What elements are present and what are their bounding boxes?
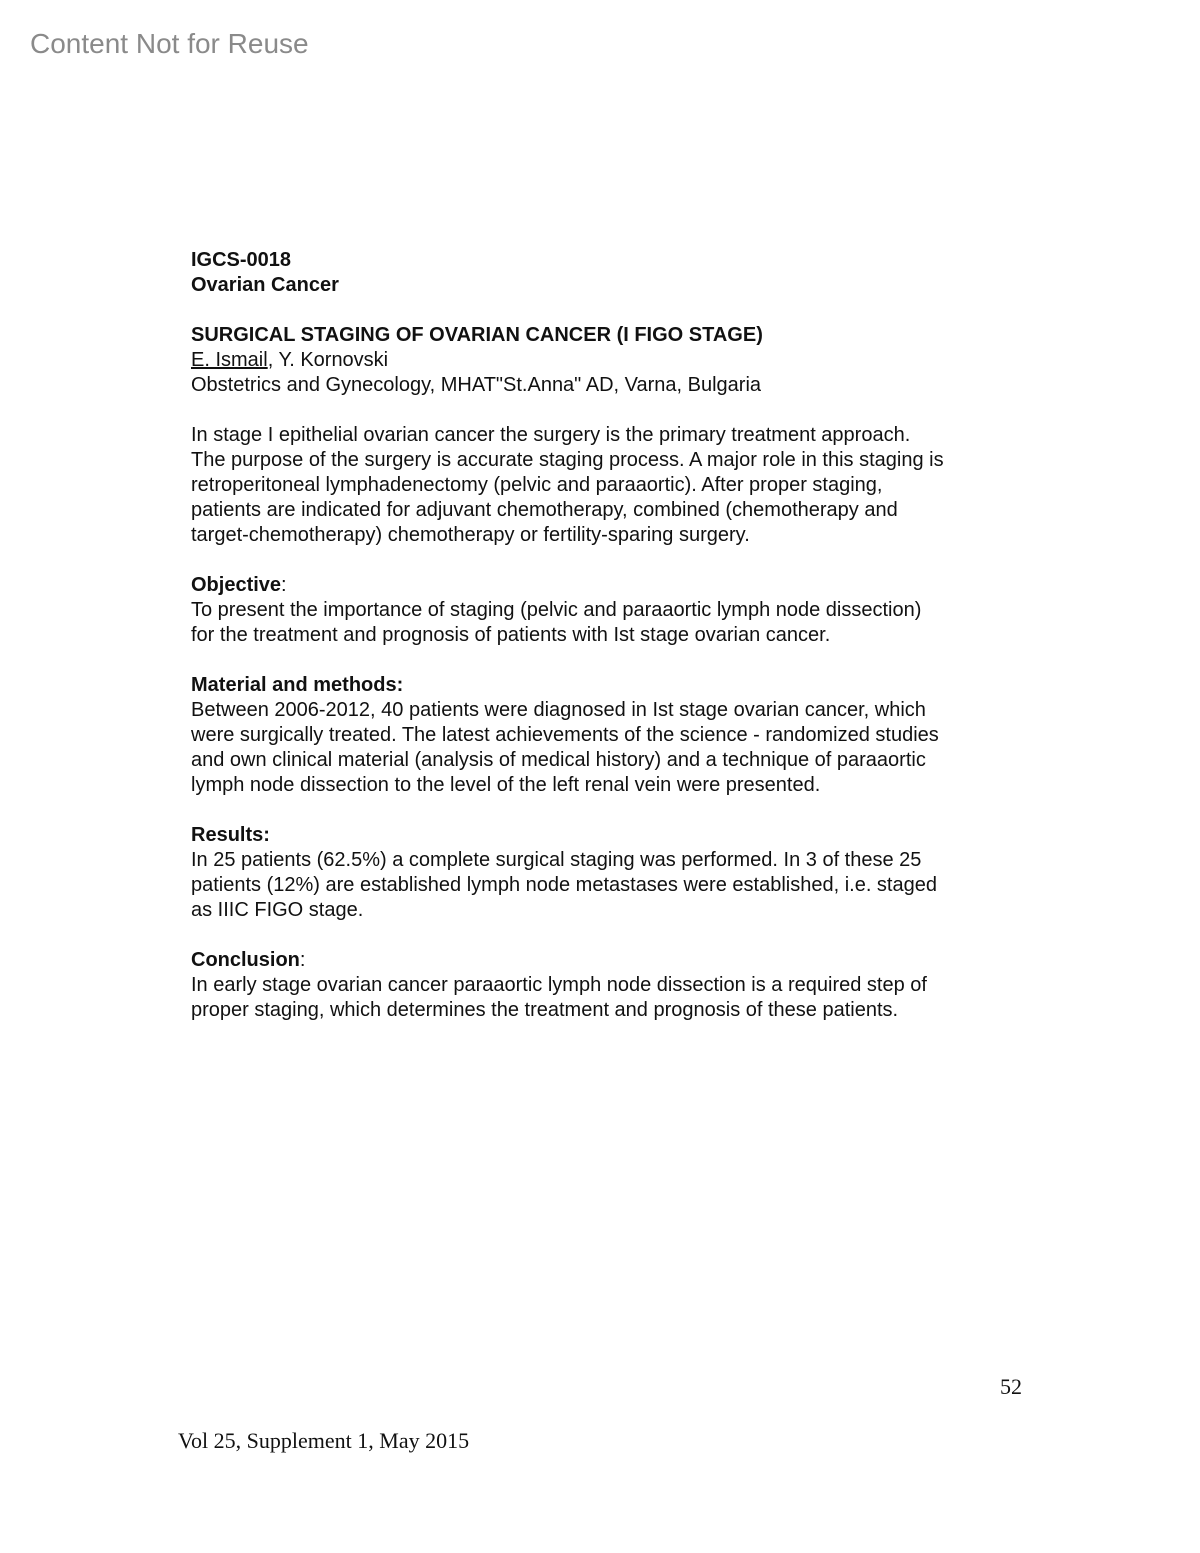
section-line: as IIIC FIGO stage. [191, 899, 364, 921]
abstract [191, 248, 1031, 1023]
section-line: for the treatment and prognosis of patients with Ist stage ovarian cancer. [191, 624, 831, 646]
section-heading-suffix: : [299, 949, 306, 971]
section-line: proper staging, which determines the treatment and prognosis of these patients. [191, 999, 899, 1021]
section-conclusion [191, 948, 1031, 1023]
section-line: patients (12%) are established lymph node metastases were established, i.e. staged [191, 874, 937, 896]
section-line: were surgically treated. The latest achievements of the science - randomized studies [191, 724, 939, 746]
affiliation: Obstetrics and Gynecology, MHAT"St.Anna" AD, Varna, Bulgaria [191, 374, 762, 396]
section-heading-text: Results: [191, 824, 270, 846]
intro-line: retroperitoneal lymphadenectomy (pelvic and paraaortic). After proper staging, [191, 474, 883, 496]
intro-line: The purpose of the surgery is accurate staging process. A major role in this staging is [191, 449, 944, 471]
section-heading-text: Objective [191, 574, 282, 596]
section-heading [191, 573, 1031, 598]
section-heading-suffix: : [281, 574, 287, 596]
section-heading [191, 948, 1031, 973]
section-heading-text: Conclusion [191, 949, 300, 971]
section-objective [191, 573, 1031, 648]
abstract-code: IGCS-0018 [191, 249, 292, 271]
section-results [191, 823, 1031, 923]
section-line: To present the importance of staging (pelvic and paraaortic lymph node dissection) [191, 599, 922, 621]
abstract-title: SURGICAL STAGING OF OVARIAN CANCER (I FIGO STAGE) [191, 324, 763, 346]
section-line: Between 2006-2012, 40 patients were diagnosed in Ist stage ovarian cancer, which [191, 699, 926, 721]
intro-line: patients are indicated for adjuvant chemotherapy, combined (chemotherapy and [191, 499, 898, 521]
watermark: Content Not for Reuse [30, 28, 309, 59]
page-number: 52 [1000, 1374, 1022, 1399]
section-line: and own clinical material (analysis of medical history) and a technique of paraaortic [191, 749, 926, 771]
intro-line: target-chemotherapy) chemotherapy or fertility-sparing surgery. [191, 524, 750, 546]
section-material-methods [191, 673, 1031, 798]
section-line: In early stage ovarian cancer paraaortic lymph node dissection is a required step of [191, 974, 927, 996]
section-line: lymph node dissection to the level of the left renal vein were presented. [191, 774, 821, 796]
section-heading [191, 823, 1031, 848]
co-authors: , Y. Kornovski [267, 349, 389, 371]
abstract-category: Ovarian Cancer [191, 274, 339, 296]
author-line [191, 348, 1031, 373]
presenting-author: E. Ismail [191, 349, 268, 371]
section-heading [191, 673, 1031, 698]
intro-line: In stage I epithelial ovarian cancer the surgery is the primary treatment approach. [191, 424, 911, 446]
footer-citation: Vol 25, Supplement 1, May 2015 [178, 1428, 470, 1453]
intro-paragraph [191, 423, 1031, 548]
section-line: In 25 patients (62.5%) a complete surgical staging was performed. In 3 of these 25 [191, 849, 922, 871]
section-heading-text: Material and methods: [191, 674, 404, 696]
